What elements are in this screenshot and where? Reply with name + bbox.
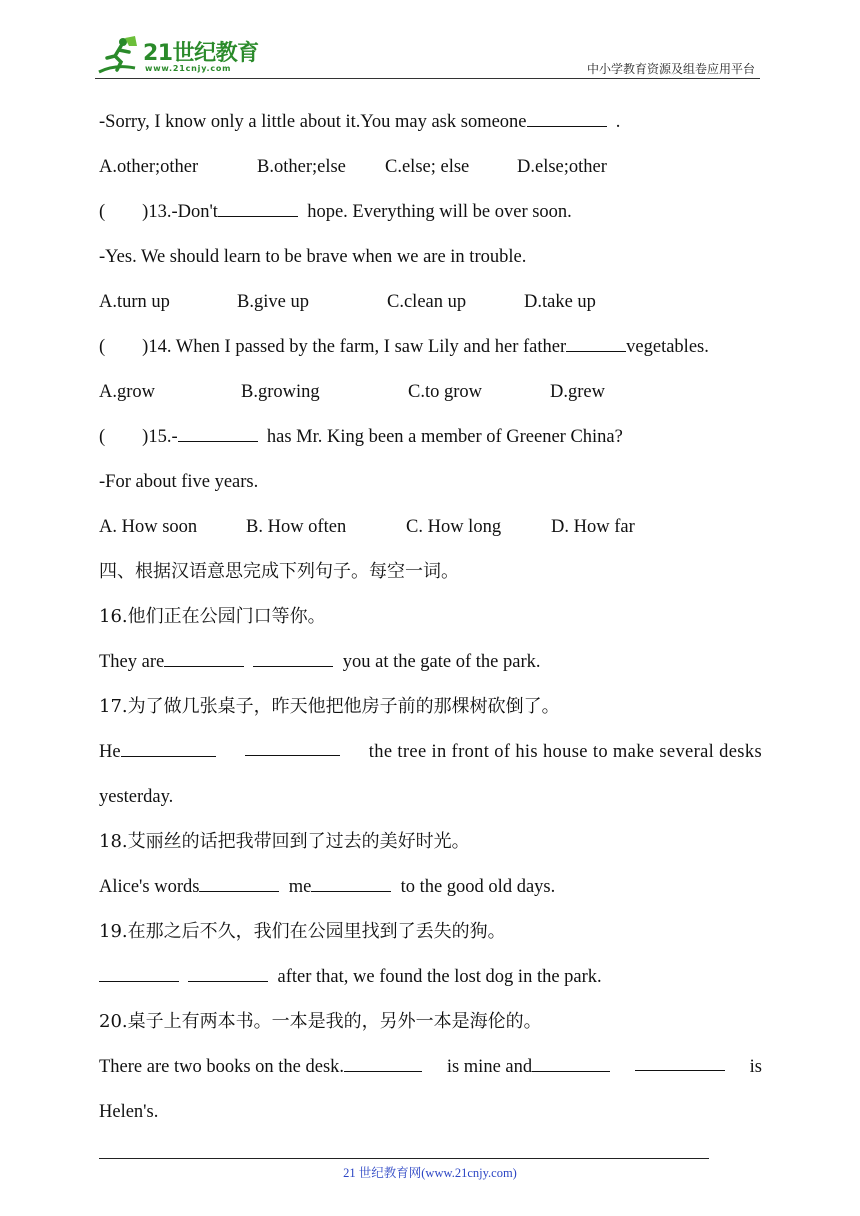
q16-after: you at the gate of the park. [342,652,541,672]
answer-blank[interactable] [253,648,333,667]
q20-mid: is mine and [446,1057,533,1077]
q13-options [99,287,762,332]
q17-line [99,737,762,782]
logo-text: 21世纪教育 [143,41,259,66]
worksheet-content [99,107,762,1142]
option-d: D. How far [551,517,635,537]
option-d: D.grew [550,382,605,402]
option-c: C.clean up [387,292,467,312]
option-a: A.grow [99,382,156,402]
answer-blank[interactable] [532,1053,610,1072]
q20-cn: 20.桌子上有两本书。一本是我的，另外一本是海伦的。 [99,1011,542,1032]
answer-blank[interactable] [566,333,626,352]
answer-blank[interactable] [527,108,607,127]
q12-end: . [615,112,621,132]
q20-line2: Helen's. [99,1102,159,1122]
page-header [95,30,760,80]
option-a: A.other;other [99,157,199,177]
option-c: C.else; else [385,157,470,177]
logo [95,34,265,78]
q17-line2: yesterday. [99,787,174,807]
answer-blank[interactable] [635,1052,725,1071]
q19-line [99,962,762,1007]
answer-blank[interactable] [164,648,244,667]
answer-blank[interactable] [218,198,298,217]
footer-text: 21 世纪教育网(www.21cnjy.com) [343,1166,517,1180]
answer-blank[interactable] [245,737,340,756]
q16-cn: 16.他们正在公园门口等你。 [99,606,326,627]
q17-start: He [99,742,121,762]
option-c: C.to grow [408,382,482,402]
logo-url: www.21cnjy.com [145,64,232,73]
header-platform-text: 中小学教育资源及组卷应用平台 [586,62,755,76]
q18-line [99,872,762,917]
section-title: 四、根据汉语意思完成下列句子。每空一词。 [99,561,459,582]
q20-start: There are two books on the desk. [99,1057,345,1077]
option-a: A. How soon [99,517,198,537]
q15-after: has Mr. King been a member of Greener China? [266,427,623,447]
q12-options [99,152,762,197]
q14-line [99,332,762,377]
q14-after: vegetables. [626,337,709,357]
q18-mid: me [288,877,312,897]
option-b: B.growing [241,382,320,402]
q13-line2: -Yes. We should learn to be brave when we are in trouble. [99,247,527,267]
q12-text: -Sorry, I know only a little about it.You may ask someone [99,112,527,132]
q15-line [99,422,762,467]
answer-blank[interactable] [99,963,179,982]
q20-end: is [749,1057,762,1077]
option-d: D.else;other [517,157,607,177]
option-a: A.turn up [99,292,170,312]
answer-blank[interactable] [188,963,268,982]
option-d: D.take up [524,292,596,312]
q18-after: to the good old days. [400,877,556,897]
q17-cn: 17.为了做几张桌子，昨天他把他房子前的那棵树砍倒了。 [99,696,560,717]
q14-options [99,377,762,422]
q19-after: after that, we found the lost dog in the park. [277,967,602,987]
q13-text: ( )13.-Don't [99,202,218,222]
q13-after: hope. Everything will be over soon. [307,202,572,222]
q12-line [99,107,762,152]
runner-logo-icon [95,34,143,78]
q16-start: They are [99,652,165,672]
option-b: B.other;else [257,157,346,177]
q13-line [99,197,762,242]
option-c: C. How long [406,517,502,537]
q19-cn: 19.在那之后不久，我们在公园里找到了丢失的狗。 [99,921,506,942]
answer-blank[interactable] [121,738,216,757]
footer-divider [99,1158,709,1159]
q17-after: the tree in front of his house to make several desks [368,742,762,762]
header-divider [95,78,760,79]
q20-line [99,1052,762,1097]
q18-cn: 18.艾丽丝的话把我带回到了过去的美好时光。 [99,831,470,852]
answer-blank[interactable] [178,423,258,442]
q16-line [99,647,762,692]
q15-line2: -For about five years. [99,472,259,492]
option-b: B. How often [246,517,347,537]
answer-blank[interactable] [344,1053,422,1072]
answer-blank[interactable] [311,873,391,892]
answer-blank[interactable] [199,873,279,892]
q15-text: ( )15.- [99,427,178,447]
q15-options [99,512,762,557]
q18-start: Alice's words [99,877,200,897]
q14-text: ( )14. When I passed by the farm, I saw Lily and her father [99,337,567,357]
option-b: B.give up [237,292,309,312]
